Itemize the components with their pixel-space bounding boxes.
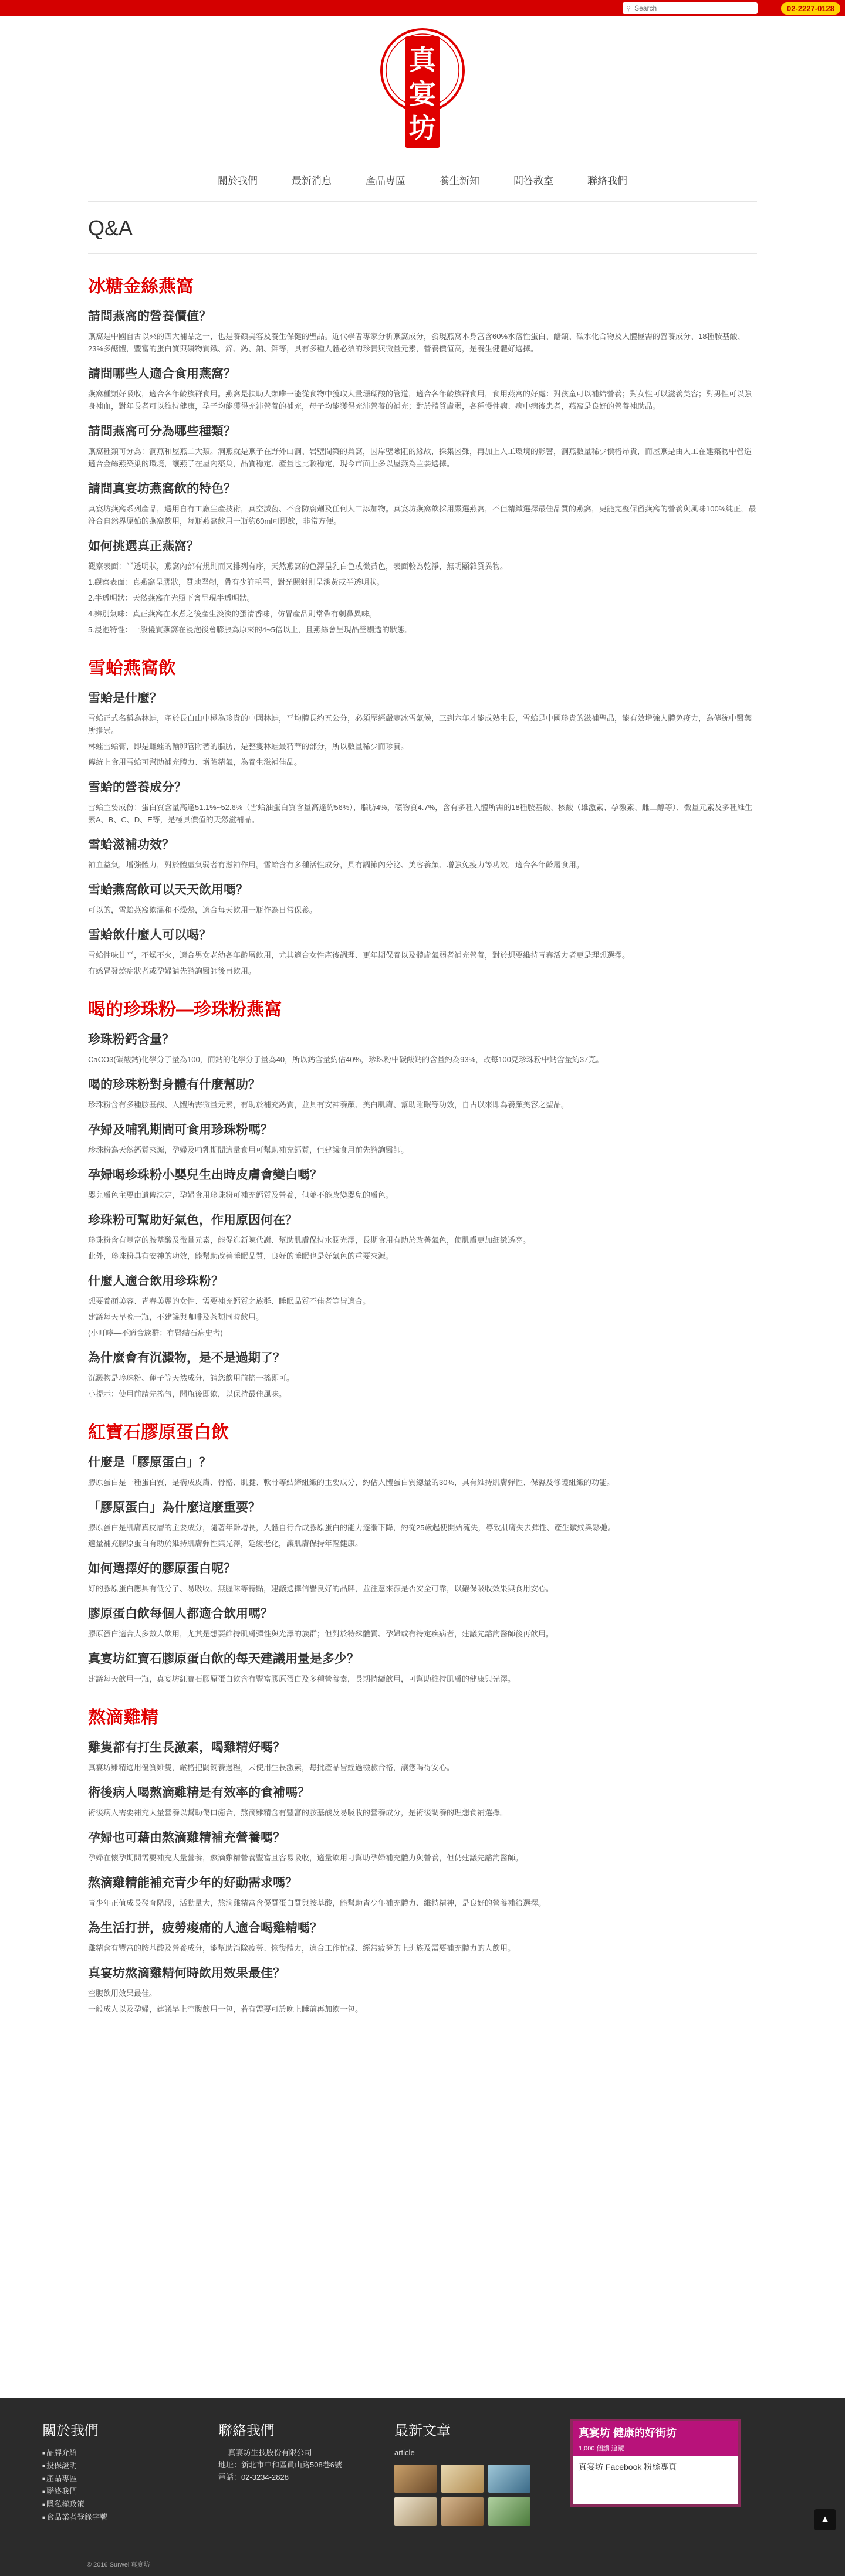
qa-item	[88, 1453, 757, 1489]
news-thumbnail[interactable]	[394, 2465, 437, 2493]
answer-text: 珍珠粉含有豐富的胺基酸及微量元素，能促進新陳代謝、幫助肌膚保持水潤光澤，長期食用有助於改善氣色，使肌膚更加細緻透亮。	[88, 1236, 531, 1245]
qa-item	[88, 1828, 757, 1864]
qa-item	[88, 1738, 757, 1774]
section-title: 熬滴雞精	[88, 1708, 158, 1727]
qa-section	[88, 653, 757, 977]
question: 如何選擇好的膠原蛋白呢？	[88, 1562, 236, 1575]
qa-item	[88, 1873, 757, 1909]
question: 喝的珍珠粉對身體有什麼幫助？	[88, 1078, 261, 1092]
qa-item	[88, 537, 757, 636]
contact-line: — 真宴坊生技股份有限公司 —	[218, 2448, 322, 2457]
section-title: 冰糖金絲燕窩	[88, 277, 194, 296]
nav-item[interactable]: 問答教室	[513, 175, 553, 187]
answer-text: 傳統上食用雪蛤可幫助補充體力、增強精氣，為養生滋補佳品。	[88, 758, 302, 767]
question: 雪蛤燕窩飲可以天天飲用嗎？	[88, 883, 248, 897]
answer-text: 真宴坊燕窩系列產品，選用自有工廠生產技術，真空滅菌、不含防腐劑及任何人工添加物。真宴坊燕窩飲採用嚴選燕窩，不但精緻選擇最佳品質的燕窩，更能完整保留燕窩的營養與風味100%純正，最符合自然界原始的燕窩飲用，每瓶燕窩飲用一瓶約60ml可即飲，非常方便。	[88, 504, 756, 526]
qa-item	[88, 689, 757, 768]
answer-text: 沉澱物是珍珠粉、蓮子等天然成分，請您飲用前搖一搖即可。	[88, 1374, 295, 1382]
qa-sections	[88, 272, 757, 2015]
question: 孕婦也可藉由熬滴雞精補充營養嗎？	[88, 1831, 285, 1845]
qa-item	[88, 1030, 757, 1066]
search-input[interactable]	[634, 4, 754, 12]
answer-text: 林蛙雪蛤膏，即是雌蛙的輸卵管附著的脂肪，是整隻林蛙最精華的部分，所以數量稀少而珍貴。	[88, 742, 409, 751]
qa-item	[88, 1783, 757, 1819]
facebook-promo[interactable]	[570, 2419, 741, 2507]
qa-item	[88, 835, 757, 871]
footer-news-label: article	[394, 2448, 415, 2457]
question: 如何挑選真正燕窩？	[88, 540, 199, 553]
qa-section	[88, 995, 757, 1400]
footer-contact-title: 聯絡我們	[218, 2423, 275, 2439]
copyright: © 2016 Surwell真宴坊	[87, 2561, 150, 2568]
answer-text: 雪蛤性味甘平，不燥不火，適合男女老幼各年齡層飲用，尤其適合女性產後調理、更年期保養以及體虛氣弱者補充營養，對於想要維持青春活力者更是理想選擇。	[88, 951, 630, 960]
answer-text: 燕窩是中國自古以來的四大補品之一，也是養顏美容及養生保健的聖品。近代學者專家分析燕窩成分，發現燕窩本身富含60%水溶性蛋白、醣類、碳水化合物及人體極需的營養成分、18種胺基酸、23%多醣體，豐富的蛋白質與磷物質鐵、鋅、鈣、鈉、鉀等，具有多種人體必須的珍貴與微量元素，營養價值高，是養生健體好選擇。	[88, 332, 745, 353]
nav-item[interactable]: 最新消息	[292, 175, 332, 187]
answer-text: 燕窩種類可分為：洞燕和屋燕二大類。洞燕就是燕子在野外山洞、岩壁間築的巢窩，因岸壁險阻的緣故，採集困難，再加上人工環境的影響，洞燕數量稀少價格昂貴，而屋燕是由人工在建築物中營造適合金絲燕築巢的環境，讓燕子在屋內築巢，品質穩定、產量也比較穩定，現今市面上多以屋燕為主要選擇。	[88, 447, 752, 468]
news-thumbnails	[394, 2465, 547, 2526]
question: 為生活打拼，疲勞痠痛的人適合喝雞精嗎？	[88, 1921, 322, 1935]
qa-item	[88, 307, 757, 355]
answer-text: 膠原蛋白適合大多數人飲用，尤其是想要維持肌膚彈性與光澤的族群；但對於特殊體質、孕婦或有特定疾病者，建議先諮詢醫師後再飲用。	[88, 1629, 554, 1638]
footer-link[interactable]: ■ 隱私權政策	[42, 2498, 195, 2511]
footer-about	[42, 2419, 195, 2526]
answer-text: 雪蛤正式名稱為林蛙，產於長白山中極為珍貴的中國林蛙，平均體長約五公分，必須歷經嚴寒冰雪氣候，三到六年才能成熟生長，雪蛤是中國珍貴的滋補聖品，能有效增強人體免疫力，為傳統中醫藥所推崇。	[88, 714, 752, 735]
news-thumbnail[interactable]	[394, 2497, 437, 2526]
qa-item	[88, 1272, 757, 1339]
question: 為什麼會有沉澱物，是不是過期了？	[88, 1351, 285, 1365]
promo-title: 真宴坊 健康的好街坊	[573, 2421, 738, 2443]
footer-link[interactable]: ■ 產品專區	[42, 2472, 195, 2485]
question: 真宴坊熬滴雞精何時飲用效果最佳？	[88, 1967, 285, 1980]
answer-text: 雪蛤主要成份：蛋白質含量高達51.1%~52.6%（雪蛤油蛋白質含量高達約56%），脂肪4%，礦物質4.7%，含有多種人體所需的18種胺基酸、核酸（雄激素、孕激素、雌二醇等）、微量元素及多種維生素A、B、C、D、E等，是極具價值的天然滋補品。	[88, 803, 753, 824]
nav-item[interactable]: 產品專區	[366, 175, 405, 187]
answer-text: 1.觀察表面：真燕窩呈膠狀，質地堅韌，帶有少許毛雪，對光照射則呈淡黃或半透明狀。	[88, 578, 384, 587]
qa-item	[88, 422, 757, 470]
answer-text: 有感冒發燒症狀者或孕婦請先諮詢醫師後再飲用。	[88, 967, 256, 975]
question: 請問燕窩的營養價值？	[88, 310, 211, 323]
top-bar	[0, 0, 845, 16]
section-title: 紅寶石膠原蛋白飲	[88, 1423, 229, 1442]
answer-text: 珍珠粉為天然鈣質來源，孕婦及哺乳期間適量食用可幫助補充鈣質，但建議食用前先諮詢醫師。	[88, 1145, 409, 1154]
answer-text: 一般成人以及孕婦，建議早上空腹飲用一包，若有需要可於晚上睡前再加飲一包。	[88, 2005, 363, 2014]
promo-body: 真宴坊 Facebook 粉絲專頁	[579, 2462, 677, 2472]
logo-char: 坊	[409, 112, 436, 144]
question: 什麼人適合飲用珍珠粉？	[88, 1275, 224, 1288]
question: 熬滴雞精能補充青少年的好動需求嗎？	[88, 1876, 298, 1890]
footer-link[interactable]: ■ 食品業者登錄字號	[42, 2511, 195, 2524]
answer-text: 此外，珍珠粉具有安神的功效，能幫助改善睡眠品質，良好的睡眠也是好氣色的重要來源。	[88, 1252, 394, 1260]
qa-item	[88, 1964, 757, 2015]
question: 珍珠粉可幫助好氣色，作用原因何在？	[88, 1214, 298, 1227]
question: 什麼是「膠原蛋白」？	[88, 1456, 211, 1469]
answer-text: 好的膠原蛋白應具有低分子、易吸收、無腥味等特點，建議選擇信譽良好的品牌，並注意來源是否安全可靠，以確保吸收效果與食用安心。	[88, 1584, 554, 1593]
phone-badge: 02-2227-0128	[781, 2, 840, 15]
question: 珍珠粉鈣含量？	[88, 1033, 174, 1046]
footer	[0, 2398, 845, 2576]
answer-text: 可以的，雪蛤燕窩飲溫和不燥熱，適合每天飲用一瓶作為日常保養。	[88, 906, 317, 914]
qa-item	[88, 364, 757, 412]
answer-text: 燕窩種類好吸收，適合各年齡族群食用。燕窩是扶助人類唯一能從食物中獲取大量珊瑚酸的管道，適合各年齡族群食用，食用燕窩的好處：對孩童可以補給營養；對女性可以滋養美容；對男性可以強身補血，對年長者可以維持健康，孕子均能獲得充沛營養的補充，母子均能獲得充沛營養的補充；對於體質虛弱，各種慢性病、病中病後患者，燕窩是良好的營養補助品。	[88, 389, 752, 411]
section-title: 雪蛤燕窩飲	[88, 659, 176, 678]
promo-sub: 1,000 個讚 追蹤	[573, 2443, 738, 2456]
answer-text: (小叮嚀—不適合族群：有腎結石病史者)	[88, 1328, 223, 1337]
qa-item	[88, 1211, 757, 1262]
footer-link[interactable]: ■ 聯絡我們	[42, 2485, 195, 2498]
qa-item	[88, 1649, 757, 1685]
qa-item	[88, 479, 757, 527]
question: 術後病人喝熬滴雞精是有效率的食補嗎？	[88, 1786, 310, 1799]
qa-item	[88, 1075, 757, 1111]
contact-line: 地址：新北市中和區員山路508巷6號	[218, 2460, 342, 2469]
answer-text: 術後病人需要補充大量營養以幫助傷口癒合，熬滴雞精含有豐富的胺基酸及易吸收的營養成分，是術後調養的理想食補選擇。	[88, 1808, 508, 1817]
main-nav	[88, 172, 757, 202]
answer-text: 空腹飲用效果最佳。	[88, 1989, 157, 1998]
answer-text: 孕婦在懷孕期間需要補充大量營養，熬滴雞精營養豐富且容易吸收，適量飲用可幫助孕婦補充體力與營養，但仍建議先諮詢醫師。	[88, 1853, 523, 1862]
qa-section	[88, 1703, 757, 2015]
section-title: 喝的珍珠粉—珍珠粉燕窩	[88, 1000, 282, 1019]
qa-item	[88, 1348, 757, 1400]
answer-text: 觀察表面：半透明狀，燕窩內部有規則而又排列有序，天然燕窩的色澤呈乳白色或微黃色，表面較為乾淨，無明顯雜質異物。	[88, 562, 508, 571]
news-thumbnail[interactable]	[488, 2465, 530, 2493]
nav-item[interactable]: 聯絡我們	[587, 175, 627, 187]
nav-item[interactable]: 關於我們	[218, 175, 258, 187]
question: 雪蛤是什麼？	[88, 692, 162, 705]
footer-news-title: 最新文章	[394, 2423, 451, 2439]
nav-item[interactable]: 養生新知	[440, 175, 479, 187]
answer-text: 2.半透明狀：天然燕窩在光照下會呈現半透明狀。	[88, 594, 255, 602]
answer-text: 適量補充膠原蛋白有助於維持肌膚彈性與光澤，延緩老化，讓肌膚保持年輕健康。	[88, 1539, 363, 1548]
qa-section	[88, 1418, 757, 1685]
news-thumbnail[interactable]	[441, 2497, 484, 2526]
question: 雪蛤滋補功效？	[88, 838, 174, 852]
question: 雞隻都有打生長激素，喝雞精好嗎？	[88, 1741, 285, 1754]
news-thumbnail[interactable]	[488, 2497, 530, 2526]
question: 孕婦喝珍珠粉小嬰兒生出時皮膚會變白嗎？	[88, 1168, 322, 1182]
answer-text: 補血益氣，增強體力，對於體虛氣弱者有滋補作用。雪蛤含有多種活性成分，具有調節內分泌、美容養顏、增強免疫力等功效，適合各年齡層食用。	[88, 860, 584, 869]
main-content	[88, 216, 757, 2015]
qa-item	[88, 1604, 757, 1640]
qa-item	[88, 1559, 757, 1595]
qa-item	[88, 778, 757, 826]
qa-item	[88, 1919, 757, 1954]
question: 孕婦及哺乳期間可食用珍珠粉嗎？	[88, 1123, 273, 1137]
answer-text: 膠原蛋白是肌膚真皮層的主要成分，隨著年齡增長，人體自行合成膠原蛋白的能力逐漸下降，約從25歲起便開始流失，導致肌膚失去彈性、產生皺紋與鬆弛。	[88, 1523, 616, 1532]
search-box[interactable]	[623, 2, 758, 14]
logo-char: 宴	[409, 78, 436, 110]
search-icon: ⚲	[626, 5, 631, 12]
answer-text: 5.浸泡特性：一般優質燕窩在浸泡後會膨脹為原來的4~5倍以上，且燕絲會呈現晶瑩剔透的狀態。	[88, 625, 413, 634]
footer-link[interactable]: ■ 品牌介紹	[42, 2446, 195, 2459]
question: 雪蛤飲什麼人可以喝？	[88, 928, 211, 942]
answer-text: 雞精含有豐富的胺基酸及營養成分，能幫助消除疲勞、恢復體力，適合工作忙碌、經常疲勞的上班族及需要補充體力的人飲用。	[88, 1944, 516, 1953]
footer-social	[570, 2419, 746, 2526]
question: 請問哪些人適合食用燕窩？	[88, 367, 236, 381]
question: 膠原蛋白飲每個人都適合飲用嗎？	[88, 1607, 273, 1621]
logo-char: 真	[409, 44, 436, 76]
footer-news	[394, 2419, 547, 2526]
qa-item	[88, 880, 757, 916]
answer-text: 4.辨別氣味：真正燕窩在水煮之後產生淡淡的蛋清香味，仿冒產品則常帶有刺鼻異味。	[88, 609, 377, 618]
footer-about-title: 關於我們	[42, 2423, 99, 2439]
news-thumbnail[interactable]	[441, 2465, 484, 2493]
arrow-up-icon: ▲	[820, 2514, 830, 2524]
answer-text: 膠原蛋白是一種蛋白質，是構成皮膚、骨骼、肌腱、軟骨等結締組織的主要成分，約佔人體蛋白質總量的30%，具有維持肌膚彈性、保濕及修護組織的功能。	[88, 1478, 615, 1487]
answer-text: 青少年正值成長發育階段，活動量大，熬滴雞精富含優質蛋白質與胺基酸，能幫助青少年補充體力、維持精神，是良好的營養補給選擇。	[88, 1899, 546, 1907]
question: 請問燕窩可分為哪些種類？	[88, 425, 236, 438]
qa-item	[88, 1165, 757, 1201]
logo-wrap	[0, 27, 845, 156]
answer-text: 珍珠粉含有多種胺基酸、人體所需微量元素，有助於補充鈣質，並具有安神養顏、美白肌膚、幫助睡眠等功效，自古以來即為養顏美容之聖品。	[88, 1100, 569, 1109]
qa-item	[88, 926, 757, 977]
qa-section	[88, 272, 757, 636]
contact-line: 電話：02-3234-2828	[218, 2473, 289, 2482]
page-title: Q&A	[88, 216, 757, 254]
brand-logo[interactable]	[379, 27, 466, 156]
question: 真宴坊紅寶石膠原蛋白飲的每天建議用量是多少？	[88, 1652, 359, 1666]
answer-text: 想要養顏美容、青春美麗的女性、需要補充鈣質之族群、睡眠品質不佳者等皆適合。	[88, 1297, 371, 1306]
question: 「膠原蛋白」為什麼這麼重要？	[88, 1501, 261, 1514]
answer-text: CaCO3(碳酸鈣)化學分子量為100，而鈣的化學分子量為40，所以鈣含量約佔40%，珍珠粉中碳酸鈣的含量約為93%，故每100克珍珠粉中鈣含量約37克。	[88, 1055, 604, 1064]
answer-text: 嬰兒膚色主要由遺傳決定，孕婦食用珍珠粉可補充鈣質及營養，但並不能改變嬰兒的膚色。	[88, 1191, 394, 1199]
footer-link[interactable]: ■ 投保證明	[42, 2459, 195, 2472]
answer-text: 真宴坊雞精選用優質雞隻，嚴格把關飼養過程，未使用生長激素，每批產品皆經過檢驗合格，讓您喝得安心。	[88, 1763, 455, 1772]
answer-text: 建議每天早晚一瓶，不建議與咖啡及茶類同時飲用。	[88, 1313, 264, 1321]
qa-item	[88, 1498, 757, 1550]
question: 雪蛤的營養成分？	[88, 781, 187, 794]
question: 請問真宴坊燕窩飲的特色？	[88, 482, 236, 496]
answer-text: 建議每天飲用一瓶，真宴坊紅寶石膠原蛋白飲含有豐富膠原蛋白及多種營養素，長期持續飲用，可幫助維持肌膚的健康與光澤。	[88, 1675, 516, 1683]
back-to-top-button[interactable]	[814, 2509, 836, 2530]
qa-item	[88, 1120, 757, 1156]
answer-text: 小提示：使用前請先搖勻，開瓶後即飲，以保持最佳風味。	[88, 1389, 287, 1398]
footer-contact	[218, 2419, 371, 2526]
